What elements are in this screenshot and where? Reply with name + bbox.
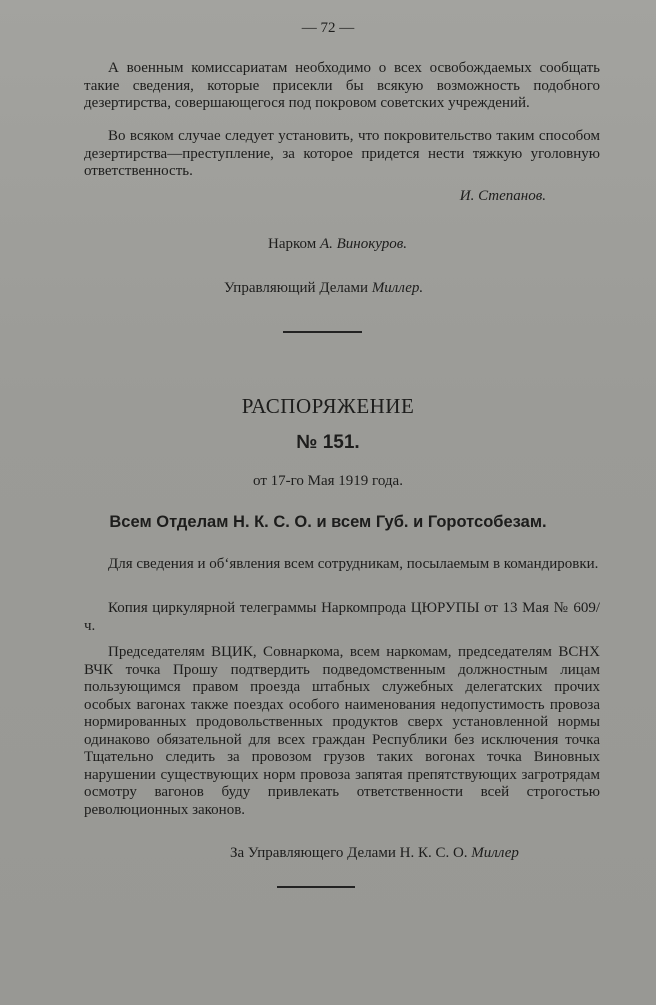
- closing-signature-line: [230, 845, 610, 863]
- letter-signature: И. Степанов.: [459, 188, 546, 204]
- order-date: от 17-го Мая 1919 года.: [253, 473, 403, 489]
- manager-label: Управляющий Делами: [224, 280, 369, 296]
- page-number: — 72 —: [301, 20, 355, 36]
- manager-line: [224, 280, 584, 298]
- order-addressee: Всем Отделам Н. К. С. О. и всем Губ. и Горотсобезам.: [109, 513, 547, 531]
- narkom-line: [268, 236, 588, 254]
- telegram-text: Председателям ВЦИК, Совнаркома, всем наркомам, председателям ВСНХ ВЧК точка Прошу подтвердить подведомственным должностным лицам пользующимся правом проезда штабных служебных делегатских прочих особых вагонах также поездах особого наименования недопустимость провоза нормированных продовольственных продуктов сверх установленной нормы одинаково обязательной для всех граждан Республики без исключения точка Тщательно следить за провозом грузов таких вогонах точка Виновных нарушении существующих норм провоза запятая препятствующих загротрядам осмотру вагонов буду привлекать ответственности всей строгостью революционных законов.: [84, 644, 600, 818]
- closing-name: Миллер: [471, 845, 519, 861]
- order-title: РАСПОРЯЖЕНИЕ: [241, 394, 415, 418]
- closing-label: За Управляющего Делами Н. К. С. О.: [230, 845, 468, 861]
- letter-paragraph-2: Во всяком случае следует установить, что покровительство таким способом дезертирства—преступление, за которое придется нести тяжкую уголовную ответственность.: [84, 128, 600, 179]
- section-divider-top: [283, 331, 362, 333]
- order-paragraph-1: Для сведения и об‘явления всем сотрудникам, посылаемым в командировки.: [108, 556, 599, 572]
- narkom-label: Нарком: [268, 236, 317, 252]
- manager-name: Миллер.: [371, 280, 424, 296]
- narkom-name: А. Винокуров.: [319, 236, 407, 252]
- order-paragraph-2: Копия циркулярной телеграммы Наркомпрода ЦЮРУПЫ от 13 Мая № 609/ч.: [84, 600, 600, 634]
- order-number: № 151.: [296, 432, 360, 453]
- section-divider-bottom: [277, 886, 355, 888]
- letter-paragraph-1: А военным комиссариатам необходимо о всех освобождаемых сообщать такие сведения, которые присекли бы всякую возможность подобного дезертирства, совершающегося под покровом советских учреждений.: [84, 60, 600, 111]
